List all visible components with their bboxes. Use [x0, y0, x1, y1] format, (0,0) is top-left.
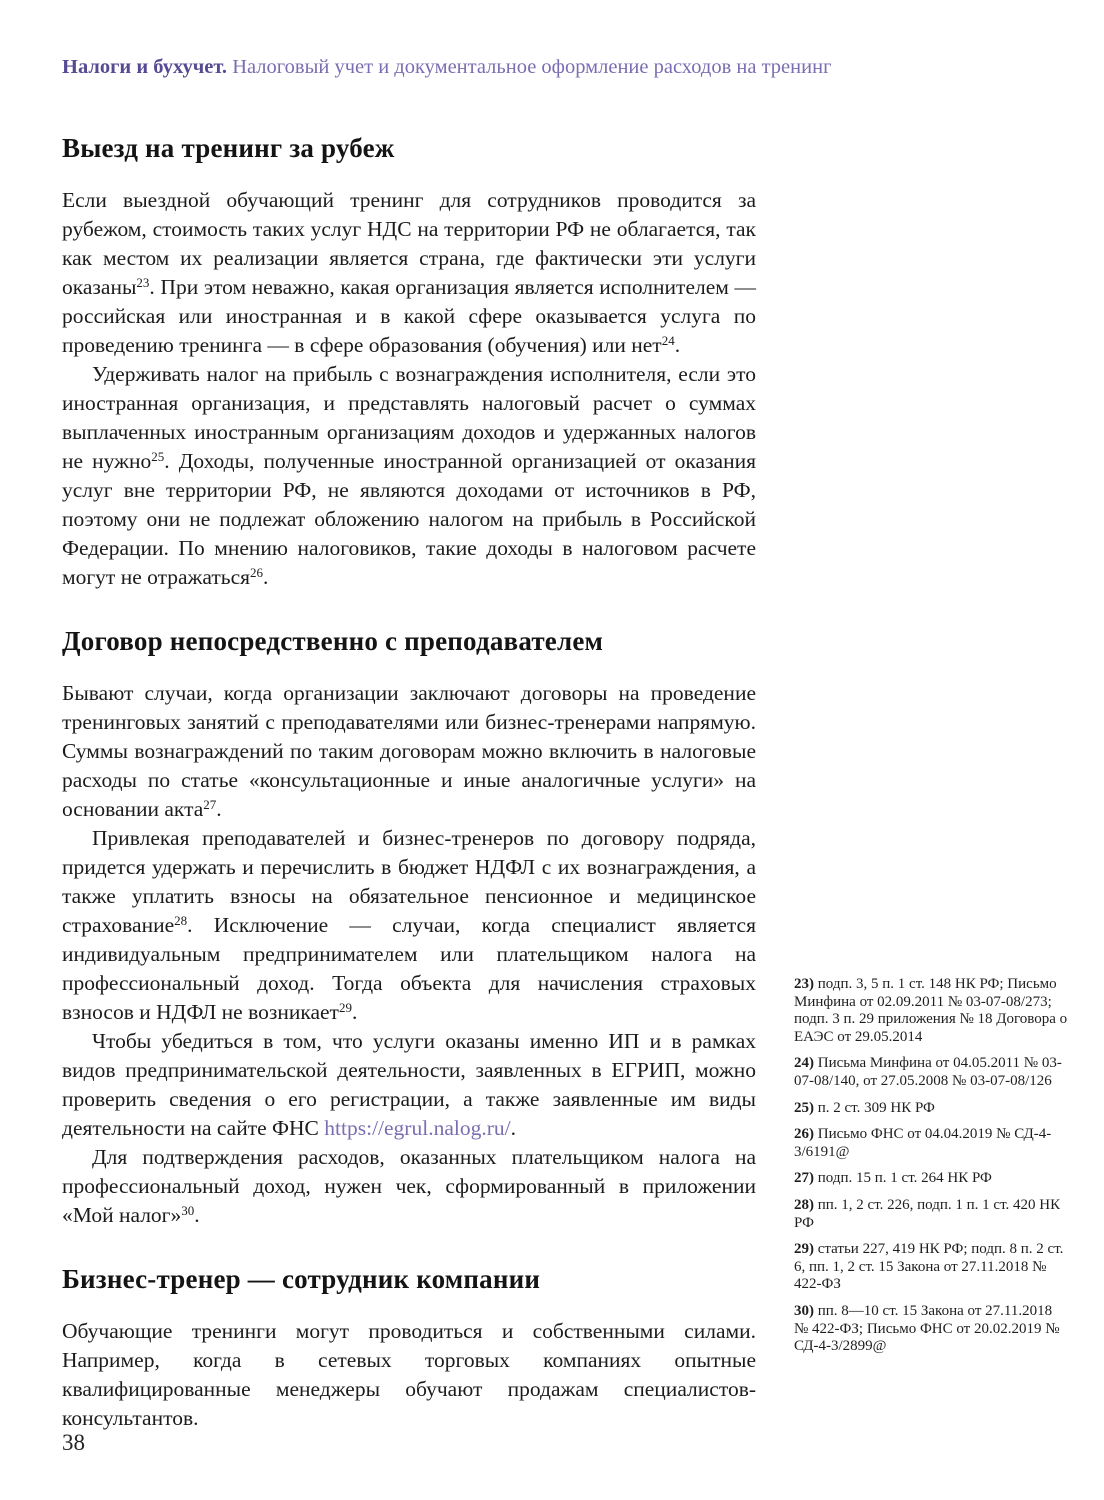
footnote-reference: 29 [338, 1000, 352, 1015]
text-run: Привлекая преподавателей и бизнес-тренеров по договору подряда, придется удержать и перечислить в бюджет НДФЛ с их вознаграждения, а также уплатить взносы на обязательное пенсионное и медицинское страхование [62, 826, 756, 937]
footnotes-sidebar [794, 976, 1068, 1365]
footnote-text: Письма Минфина от 04.05.2011 № 03-07-08/140, от 27.05.2008 № 03-07-08/126 [794, 1055, 1062, 1089]
footnote [794, 1126, 1068, 1161]
footnote-reference: 28 [174, 913, 188, 928]
footnote-reference: 27 [203, 797, 217, 812]
text-run: Для подтверждения расходов, оказанных плательщиком налога на профессиональный доход, нужен чек, сформированный в приложении «Мой налог» [62, 1145, 756, 1227]
footnote-text: статьи 227, 419 НК РФ; подп. 8 п. 2 ст. 6, пп. 1, 2 ст. 15 Закона от 27.11.2018 № 422-ФЗ [794, 1241, 1064, 1293]
footnote-reference: 24 [661, 333, 675, 348]
text-run: . Исключение — случаи, когда специалист является индивидуальным предпринимателем или плательщиком налога на профессиональный доход. Тогда объекта для начисления страховых взносов и НДФЛ не возникает [62, 913, 756, 1024]
body-paragraph [62, 1027, 756, 1143]
body-paragraph [62, 360, 756, 592]
section-heading: Выезд на тренинг за рубеж [62, 133, 395, 163]
footnote-number: 28) [794, 1196, 818, 1213]
text-run: . [194, 1203, 200, 1227]
footnote [794, 1241, 1068, 1294]
footnote-number: 27) [794, 1170, 818, 1187]
article-section [62, 1263, 756, 1433]
footnote-text: пп. 1, 2 ст. 226, подп. 1 п. 1 ст. 420 НК РФ [794, 1196, 1061, 1231]
footnote-reference: 23 [136, 275, 150, 290]
footnote [794, 976, 1068, 1046]
magazine-brand: Налоги и бухучет. [62, 56, 228, 78]
footnote-text: пп. 8—10 ст. 15 Закона от 27.11.2018 № 422-ФЗ; Письмо ФНС от 20.02.2019 № СД-4-3/2899@ [794, 1302, 1060, 1355]
body-paragraph [62, 1143, 756, 1230]
footnote-number: 25) [794, 1099, 818, 1116]
text-run: . Доходы, полученные иностранной организацией от оказания услуг вне территории РФ, не являются доходами от источников в РФ, поэтому они не подлежат обложению налогом на прибыль в Российской Федерации. По мнению налоговиков, такие доходы в налоговом расчете могут не отражаться [62, 449, 757, 589]
footnote [794, 1100, 1068, 1118]
footnote-number: 29) [794, 1241, 818, 1258]
text-run: Бывают случаи, когда организации заключают договоры на проведение тренинговых занятий с преподавателями или бизнес-тренерами напрямую. Суммы вознаграждений по таким договорам можно включить в налоговые расходы по статье «консультационные и иные аналогичные услуги» на основании акта [62, 681, 756, 821]
footnote [794, 1170, 1068, 1188]
text-run: . При этом неважно, какая организация является исполнителем — российская или иностранная и в какой сфере оказывается услуга по проведению тренинга — в сфере образования (обучения) или нет [62, 275, 756, 357]
section-heading: Договор непосредственно с преподавателем [62, 626, 604, 656]
text-run: . [263, 565, 269, 589]
footnote [794, 1303, 1068, 1356]
body-paragraph [62, 679, 756, 824]
text-run: . [216, 797, 222, 821]
footnote-number: 26) [794, 1126, 818, 1143]
external-link[interactable]: https://egrul.nalog.ru/ [324, 1116, 511, 1140]
text-run: Чтобы убедиться в том, что услуги оказаны именно ИП и в рамках видов предпринимательской деятельности, заявленных в ЕГРИП, можно проверить сведения о его регистрации, а также заявленные им виды деятельности на сайте ФНС [62, 1029, 756, 1140]
footnote-text: п. 2 ст. 309 НК РФ [817, 1099, 935, 1116]
footnote-reference: 30 [181, 1203, 195, 1218]
text-run: Если выездной обучающий тренинг для сотрудников проводится за рубежом, стоимость таких услуг НДС на территории РФ не облагается, так как местом их реализации является страна, где фактически эти услуги оказаны [62, 188, 756, 299]
article-rubric-title: Налоговый учет и документальное оформление расходов на тренинг [232, 56, 832, 78]
text-run: Удерживать налог на прибыль с вознаграждения исполнителя, если это иностранная организация, и представлять налоговый расчет о суммах выплаченных иностранным организациям доходов и удержанных налогов не нужно [62, 362, 756, 473]
footnote [794, 1055, 1068, 1090]
text-run: . [510, 1116, 516, 1140]
footnote-text: подп. 3, 5 п. 1 ст. 148 НК РФ; Письмо Минфина от 02.09.2011 № 03-07-08/273; подп. 3 п. 29 приложения № 18 Договора о ЕАЭС от 29.05.2014 [794, 976, 1068, 1045]
page-header [62, 54, 1062, 80]
text-run: . [674, 333, 681, 357]
body-paragraph [62, 186, 756, 360]
text-run: Обучающие тренинги могут проводиться и собственными силами. Например, когда в сетевых торговых компаниях опытные квалифицированные менеджеры обучают продажам специалистов-консультантов. [62, 1319, 756, 1430]
text-run: . [351, 1000, 358, 1024]
footnote [794, 1197, 1068, 1232]
footnote-reference: 25 [151, 449, 165, 464]
footnote-text: подп. 15 п. 1 ст. 264 НК РФ [817, 1170, 992, 1187]
article-body [62, 132, 756, 1433]
article-section [62, 132, 756, 592]
footnote-number: 30) [794, 1302, 818, 1319]
footnote-text: Письмо ФНС от 04.04.2019 № СД-4-3/6191@ [794, 1126, 1052, 1160]
page-number: 38 [62, 1430, 85, 1455]
section-heading: Бизнес-тренер — сотрудник компании [62, 1264, 541, 1294]
footnote-number: 23) [794, 976, 818, 992]
footnote-number: 24) [794, 1055, 818, 1072]
body-paragraph [62, 1317, 756, 1433]
article-section [62, 625, 756, 1230]
footnote-reference: 26 [250, 565, 264, 580]
body-paragraph [62, 824, 756, 1027]
